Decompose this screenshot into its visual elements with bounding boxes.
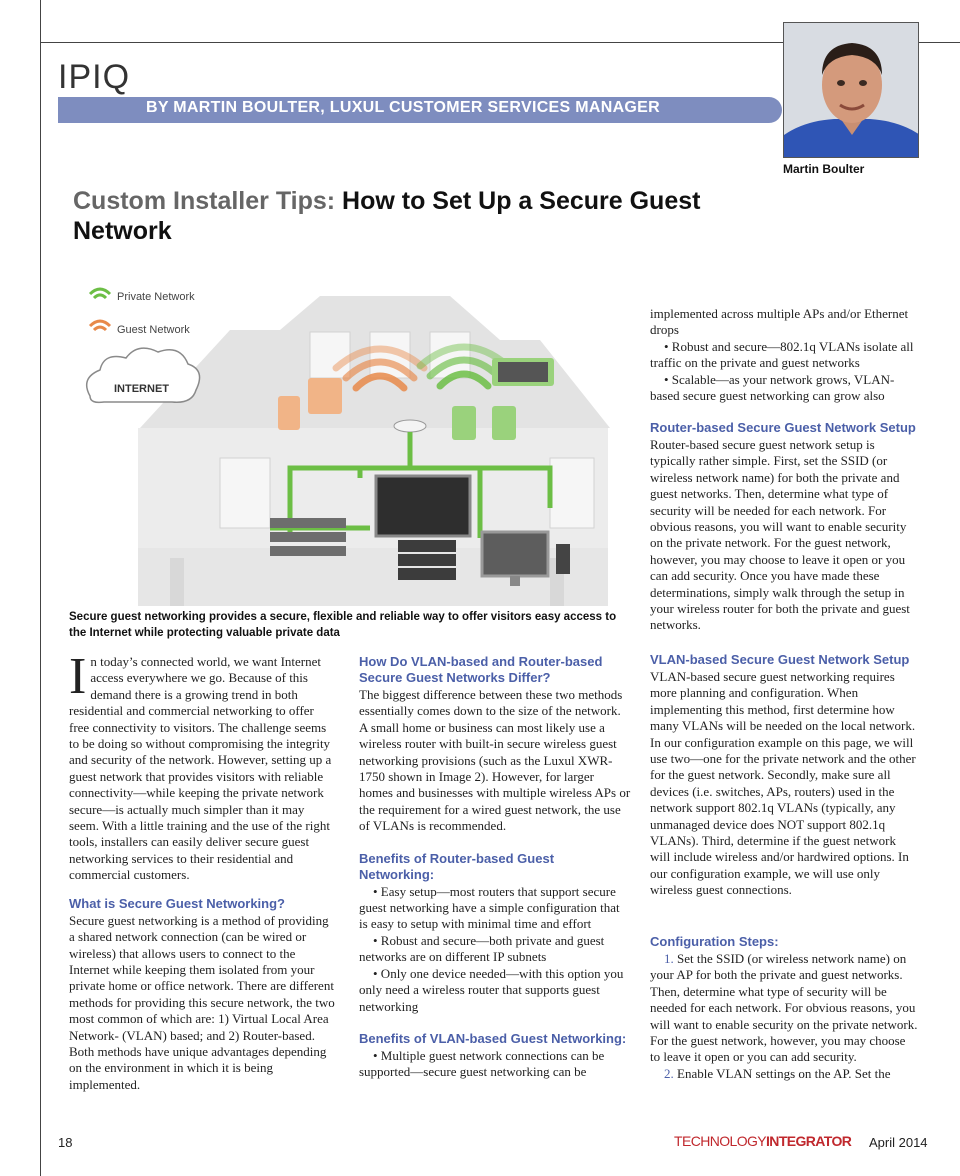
- author-photo: [783, 22, 919, 158]
- internet-label: INTERNET: [114, 383, 169, 395]
- heading-router-benefits: Benefits of Router-based Guest Networking:: [359, 850, 555, 882]
- column-1: [69, 648, 337, 1093]
- list-item: • Only one device needed—with this option you only need a wireless router that supports guest networking: [359, 965, 624, 1014]
- heading-router-setup: Router-based Secure Guest Network Setup: [650, 420, 916, 435]
- paragraph-vlan-setup: VLAN-based secure guest networking requires more planning and configuration. When implementing this method, first determine how many VLANs will be needed on the local network. In our configuration example on this page, we will use two—one for the private network and the other for the guest network. Secondly, make sure all devices (i.e. switches, APs, routers) used in the network support 802.1q VLANs (typically, any unmanaged device does NOT support 802.1q VLANs). Third, determine if the guest network will include wireless and/or hardwired options. In our configuration example, we will use only wireless guest connections.: [650, 669, 916, 898]
- column-3-continuation: [650, 306, 918, 404]
- list-item: • Robust and secure—both private and guest networks are on different IP subnets: [359, 932, 605, 965]
- issue-date: April 2014: [869, 1135, 928, 1150]
- heading-what-is: What is Secure Guest Networking?: [69, 895, 285, 911]
- drop-cap: I: [69, 648, 87, 705]
- paragraph-router-setup: Router-based secure guest network setup is typically rather simple. First, set the SSID (or wireless network name) for both the private and guest networks. Then, determine what type of security will be needed for each network. For obvious reasons, you will want to enable security on the private network. For the guest network, however, you may choose to leave it open or you can add security. Once you have made these determinations, simply walk through the setup in your wireless router for both the private and guest networks.: [650, 437, 910, 633]
- heading-how-differ: How Do VLAN-based and Router-based Secure Guest Networks Differ?: [359, 654, 603, 685]
- page-number: 18: [58, 1135, 73, 1150]
- intro-paragraph: In today’s connected world, we want Internet access everywhere we go. Because of this demand there is a growing trend in both residential and commercial networking to offer free connectivity to visitors. The challenge seems to be doing so without compromising the integrity and security of the network. However, setting up a guest network that provides visitors with reliable connectivity—while keeping the private network secure—is actually much simpler than it may seem. With a little training and the use of the right tools, installers can easily deliver secure guest networking services to their residential and commercial customers.: [69, 648, 332, 883]
- figure-caption: Secure guest networking provides a secure, flexible and reliable way to offer visitors easy access to the Internet while protecting valuable private data: [69, 611, 617, 639]
- config-step: 1. Set the SSID (or wireless network name) on your AP for both the private and guest networks. Then, determine what type of security will be needed for each network. For obvious reasons, you will want to enable security on the private network. For the guest network, however, you may choose to leave it open or you can add security.: [650, 951, 918, 1065]
- publication-logo: TECHNOLOGYINTEGRATOR: [674, 1133, 852, 1149]
- paragraph-how-differ: The biggest difference between these two methods essentially comes down to the size of the network. A small home or business can most likely use a wireless router with built-in secure wireless guest networking provisions (such as the Luxul XWR-1750 shown in Image 2). However, for larger homes and businesses with multiple wireless APs or the requirement for a wired guest network, the use of VLANs is recommended.: [359, 687, 631, 834]
- config-step: 2. Enable VLAN settings on the AP. Set the: [664, 1065, 891, 1081]
- headline-part1: Custom Installer Tips:: [73, 187, 336, 215]
- heading-config-steps: Configuration Steps:: [650, 934, 779, 949]
- left-rule: [40, 0, 41, 1176]
- column-3-config-steps: [650, 934, 918, 1082]
- headline-part2: How to Set Up a Secure Guest Network: [73, 187, 701, 245]
- list-item: • Robust and secure—802.1q VLANs isolate all traffic on the private and guest networks: [650, 338, 914, 371]
- list-item: • Multiple guest network connections can be supported—secure guest networking can be: [359, 1047, 605, 1080]
- byline: BY MARTIN BOULTER, LUXUL CUSTOMER SERVICES MANAGER: [146, 99, 660, 116]
- section-title: IPIQ: [58, 58, 131, 96]
- photo-caption: Martin Boulter: [783, 162, 865, 176]
- column-3-vlan-setup: [650, 652, 918, 899]
- legend-private: Private Network: [117, 291, 195, 303]
- network-illustration: [80, 278, 620, 606]
- list-item: • Scalable—as your network grows, VLAN-based secure guest networking can grow also: [650, 371, 895, 404]
- list-item: • Easy setup—most routers that support secure guest networking have a simple configuration that is easy to setup with minimal time and effort: [359, 883, 620, 932]
- column-3-router-setup: [650, 420, 918, 634]
- headline: [73, 186, 713, 246]
- heading-vlan-benefits: Benefits of VLAN-based Guest Networking:: [359, 1030, 627, 1046]
- paragraph-what-is: Secure guest networking is a method of providing a shared network connection (can be wired or wireless) that allows users to connect to the Internet while keeping them isolated from your private home or office network. There are different methods for providing this secure network, the two most common of which are: 1) Virtual Local Area Network- (VLAN) based; and 2) Router-based. Both methods have unique advantages depending on the environment in which it is being implemented.: [69, 912, 335, 1092]
- column-2: [359, 654, 631, 1081]
- legend-guest: Guest Network: [117, 324, 190, 336]
- continued-text: implemented across multiple APs and/or Ethernet drops: [650, 306, 909, 338]
- heading-vlan-setup: VLAN-based Secure Guest Network Setup: [650, 652, 910, 667]
